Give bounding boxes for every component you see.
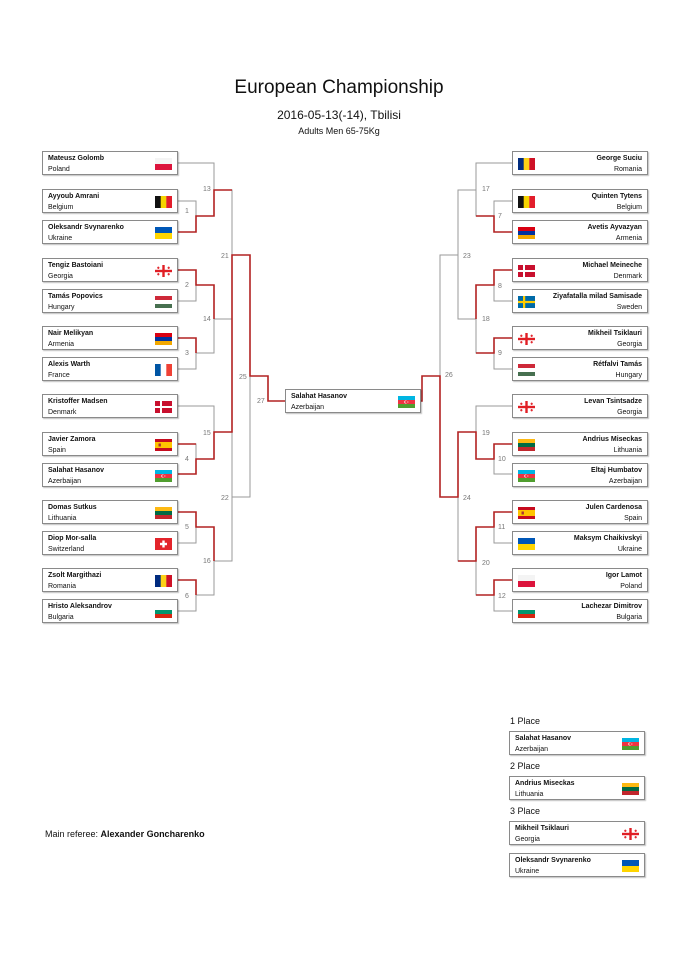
competitor-box-ziyafatalla-milad-samisade (512, 289, 648, 313)
hungary-flag-icon (155, 296, 172, 308)
azerbaijan-flag-icon (518, 470, 535, 482)
competitor-box-levan-tsintsadze (512, 394, 648, 418)
competitor-name: Tamás Popovics (48, 293, 103, 300)
win-path-cardenosa (458, 512, 512, 561)
france-flag-icon (155, 364, 172, 376)
competitor-name: Avetis Ayvazyan (587, 224, 642, 231)
match-number-21: 21 (221, 253, 229, 260)
competitor-name: Nair Melikyan (48, 330, 94, 337)
competitor-box-igor-lamot (512, 568, 648, 592)
competitor-country: Armenia (48, 341, 75, 348)
competitor-country: Lithuania (48, 515, 77, 522)
line-m9 (494, 338, 512, 369)
match-number-14: 14 (203, 316, 211, 323)
competitor-name: Diop Mor-salla (48, 535, 97, 542)
match-number-18: 18 (482, 316, 490, 323)
lithuania-flag-icon (518, 439, 535, 451)
match-number-3: 3 (185, 350, 189, 357)
competitor-country: Ukraine (617, 546, 642, 553)
match-number-26: 26 (445, 372, 453, 379)
competitor-country: Denmark (613, 273, 642, 280)
competitor-name: Javier Zamora (48, 436, 96, 443)
competitor-country: Romania (48, 583, 77, 590)
bracket-gray-lines (178, 163, 512, 611)
competitor-box-retfalvi-tamas (512, 357, 648, 381)
main-referee (45, 829, 205, 839)
third-place-label: 3 Place (510, 806, 541, 816)
match-number-23: 23 (463, 253, 471, 260)
spain-flag-icon (155, 439, 172, 451)
match-number-5: 5 (185, 524, 189, 531)
hungary-flag-icon (518, 364, 535, 376)
competitor-box-eltaj-humbatov (512, 463, 648, 487)
weight-category: Adults Men 65-75Kg (298, 126, 380, 136)
georgia-flag-icon (622, 828, 639, 840)
competitor-box-kristoffer-madsen (42, 394, 178, 418)
competitor-country: Azerbaijan (48, 478, 82, 485)
competitor-name: Salahat Hasanov (291, 393, 348, 400)
competitor-name: Igor Lamot (605, 572, 642, 579)
event-date-location: 2016-05-13(-14), Tbilisi (277, 108, 401, 122)
win-path-lamot (476, 580, 512, 595)
first-place-label: 1 Place (510, 716, 541, 726)
match-number-16: 16 (203, 558, 211, 565)
competitor-box-tamas-popovics (42, 289, 178, 313)
competitor-name: Rétfalvi Tamás (593, 361, 642, 368)
competitor-country: Azerbaijan (291, 404, 325, 411)
competitor-country: Belgium (616, 204, 642, 211)
line-m1 (178, 201, 196, 232)
match-number-11: 11 (498, 524, 506, 531)
match-number-6: 6 (185, 593, 189, 600)
competitor-country: Romania (613, 166, 642, 173)
competitor-box-avetis-ayvazyan (512, 220, 648, 244)
competitor-name: Mateusz Golomb (48, 155, 105, 162)
line-m8 (494, 270, 512, 301)
georgia-flag-icon (518, 401, 535, 413)
competitor-country: Azerbaijan (515, 746, 549, 753)
competitor-name: Alexis Warth (48, 361, 91, 368)
page-title: European Championship (234, 77, 444, 98)
competitor-name: Andrius Miseckas (515, 780, 575, 787)
competitor-name: Mikheil Tsiklauri (588, 330, 642, 337)
georgia-flag-icon (518, 333, 535, 345)
competitor-name: Oleksandr Svynarenko (515, 857, 591, 864)
match-number-1: 1 (185, 208, 189, 215)
competitor-box-michael-meineche (512, 258, 648, 282)
competitor-name: Ayyoub Amrani (48, 193, 100, 200)
match-number-7: 7 (498, 213, 502, 220)
competitor-box-tengiz-bastoiani (42, 258, 178, 282)
switzerland-flag-icon (155, 538, 172, 550)
competitor-country: Ukraine (515, 868, 540, 875)
competitor-box-andrius-miseckas (512, 432, 648, 456)
competitor-country: Lithuania (515, 791, 544, 798)
competitor-country: Hungary (615, 372, 642, 379)
match-number-13: 13 (203, 186, 211, 193)
armenia-flag-icon (155, 333, 172, 345)
line-m7 (494, 201, 512, 232)
spain-flag-icon (518, 507, 535, 519)
competitor-country: Bulgaria (48, 614, 74, 621)
competitor-box-mateusz-golomb (42, 151, 178, 175)
competitor-country: Georgia (617, 341, 642, 348)
competitor-name: Julen Cardenosa (585, 504, 642, 511)
match-number-27: 27 (257, 398, 265, 405)
sweden-flag-icon (518, 296, 535, 308)
competitor-country: Armenia (615, 235, 642, 242)
match-number-2: 2 (185, 282, 189, 289)
armenia-flag-icon (518, 227, 535, 239)
poland-flag-icon (155, 158, 172, 170)
competitor-name: George Suciu (596, 155, 642, 162)
ukraine-flag-icon (518, 538, 535, 550)
competitor-name: Quinten Tytens (591, 193, 642, 200)
match-number-9: 9 (498, 350, 502, 357)
match-number-19: 19 (482, 430, 490, 437)
win-path-ayvazyan (476, 216, 512, 232)
competitor-name: Kristoffer Madsen (48, 398, 108, 405)
competitor-country: Georgia (515, 836, 540, 843)
match-number-4: 4 (185, 456, 189, 463)
match-number-24: 24 (463, 495, 471, 502)
competitor-name: Ziyafatalla milad Samisade (552, 293, 642, 300)
belgium-flag-icon (155, 196, 172, 208)
poland-flag-icon (518, 575, 535, 587)
referee-label: Main referee: (45, 829, 99, 839)
competitor-box-quinten-tytens (512, 189, 648, 213)
competitor-name: Andrius Miseckas (582, 436, 642, 443)
match-number-15: 15 (203, 430, 211, 437)
competitor-country: Bulgaria (616, 614, 642, 621)
competitor-country: Lithuania (613, 447, 642, 454)
competitor-box-salahat-hasanov (285, 389, 421, 413)
competitor-name: Levan Tsintsadze (584, 398, 642, 405)
match-number-8: 8 (498, 283, 502, 290)
match-number-20: 20 (482, 560, 490, 567)
competitor-box-javier-zamora (42, 432, 178, 456)
win-path-tsiklauri (476, 338, 512, 353)
competitor-country: Azerbaijan (608, 478, 642, 485)
competitor-name: Eltaj Humbatov (591, 467, 642, 474)
ukraine-flag-icon (155, 227, 172, 239)
competitor-box-andrius-miseckas (509, 776, 645, 800)
competitor-box-oleksandr-svynarenko (509, 853, 645, 877)
win-path-miseckas (406, 376, 512, 497)
competitor-name: Mikheil Tsiklauri (515, 825, 569, 832)
competitor-country: Denmark (48, 409, 77, 416)
competitor-box-oleksandr-svynarenko (42, 220, 178, 244)
competitor-name: Maksym Chaikivskyi (573, 535, 642, 542)
competitor-country: Spain (624, 515, 642, 522)
competitor-box-domas-sutkus (42, 500, 178, 524)
competitor-box-mikheil-tsiklauri (512, 326, 648, 350)
competitor-country: Georgia (48, 273, 73, 280)
lithuania-flag-icon (155, 507, 172, 519)
georgia-flag-icon (155, 265, 172, 277)
competitor-country: Poland (620, 583, 642, 590)
denmark-flag-icon (518, 265, 535, 277)
competitor-name: Oleksandr Svynarenko (48, 224, 124, 231)
competitor-box-salahat-hasanov (509, 731, 645, 755)
competitor-box-diop-mor-salla (42, 531, 178, 555)
competitor-name: Salahat Hasanov (515, 735, 572, 742)
azerbaijan-flag-icon (622, 738, 639, 750)
azerbaijan-flag-icon (398, 396, 415, 408)
competitor-name: Hristo Aleksandrov (48, 603, 112, 610)
competitor-name: Tengiz Bastoiani (48, 262, 104, 269)
competitor-country: Belgium (48, 204, 74, 211)
bulgaria-flag-icon (518, 606, 535, 618)
competitor-country: France (48, 372, 70, 379)
referee-name: Alexander Goncharenko (100, 829, 205, 839)
match-number-12: 12 (498, 593, 506, 600)
competitor-name: Lachezar Dimitrov (581, 603, 642, 610)
competitor-box-maksym-chaikivskyi (512, 531, 648, 555)
romania-flag-icon (155, 575, 172, 587)
competitor-box-julen-cardenosa (512, 500, 648, 524)
competitor-name: Michael Meineche (582, 262, 642, 269)
competitor-name: Domas Sutkus (48, 504, 97, 511)
competitor-country: Spain (48, 447, 66, 454)
competitor-box-george-suciu (512, 151, 648, 175)
competitor-box-salahat-hasanov (42, 463, 178, 487)
competitor-box-nair-melikyan (42, 326, 178, 350)
competitor-country: Ukraine (48, 235, 73, 242)
competitor-box-hristo-aleksandrov (42, 599, 178, 623)
competitor-name: Zsolt Margithazi (48, 572, 102, 579)
second-place-label: 2 Place (510, 761, 541, 771)
azerbaijan-flag-icon (155, 470, 172, 482)
competitor-country: Switzerland (48, 546, 85, 553)
match-number-10: 10 (498, 456, 506, 463)
competitor-box-ayyoub-amrani (42, 189, 178, 213)
competitor-box-lachezar-dimitrov (512, 599, 648, 623)
match-number-22: 22 (221, 495, 229, 502)
competitor-country: Sweden (616, 304, 642, 311)
bulgaria-flag-icon (155, 606, 172, 618)
competitor-name: Salahat Hasanov (48, 467, 105, 474)
competitor-box-mikheil-tsiklauri (509, 821, 645, 845)
ukraine-flag-icon (622, 860, 639, 872)
match-number-25: 25 (239, 374, 247, 381)
competitor-country: Hungary (48, 304, 75, 311)
belgium-flag-icon (518, 196, 535, 208)
romania-flag-icon (518, 158, 535, 170)
competitor-box-alexis-warth (42, 357, 178, 381)
lithuania-flag-icon (622, 783, 639, 795)
competitor-country: Poland (48, 166, 70, 173)
denmark-flag-icon (155, 401, 172, 413)
competitor-box-zsolt-margithazi (42, 568, 178, 592)
competitor-country: Georgia (617, 409, 642, 416)
match-number-17: 17 (482, 186, 490, 193)
